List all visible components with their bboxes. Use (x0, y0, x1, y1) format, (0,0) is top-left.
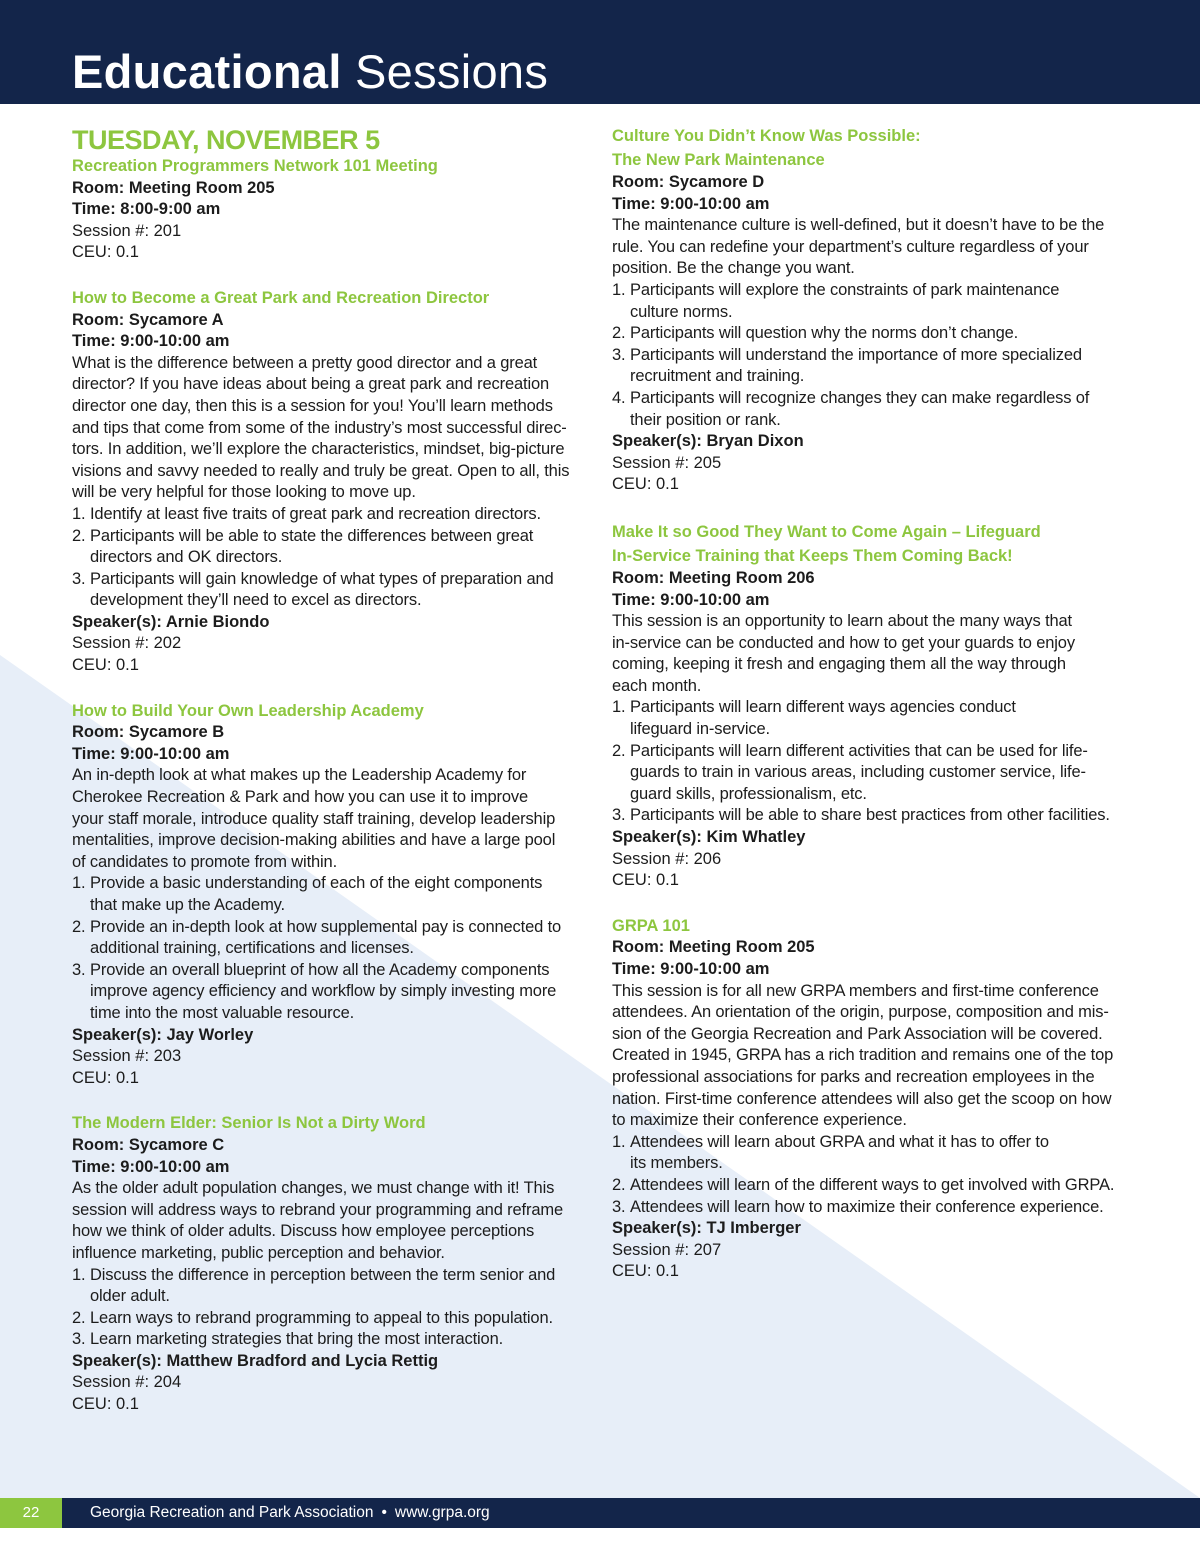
objective-item (612, 1175, 1137, 1197)
description-line: sion of the Georgia Recreation and Park Association will be covered. (612, 1024, 1103, 1043)
page-title-bold: Educational (72, 45, 342, 98)
objective-item (612, 805, 1137, 827)
footer-text (90, 1498, 490, 1528)
objective-number: 2. (612, 741, 626, 760)
session-block (72, 1113, 592, 1415)
session-number: Session #: 203 (72, 1047, 182, 1066)
session-speaker: Speaker(s): Kim Whatley (612, 828, 806, 847)
objective-text-line: Learn ways to rebrand programming to appeal to this population. (90, 1308, 553, 1327)
session-speaker: Speaker(s): Jay Worley (72, 1025, 254, 1044)
objective-text-line: additional training, certifications and licenses. (90, 939, 414, 958)
description-line: mentalities, improve decision-making abilities and have a large pool (72, 831, 556, 850)
objective-number: 4. (612, 388, 626, 407)
objective-text-line: Participants will recognize changes they can make regardless of (630, 388, 1090, 407)
description-line: coming, keeping it fresh and engaging them all the way through (612, 655, 1066, 674)
objective-text-line: guards to train in various areas, including customer service, life- (630, 763, 1086, 782)
objective-text-line: improve agency efficiency and workflow by simply investing more (90, 982, 557, 1001)
session-title (612, 916, 1137, 938)
objective-number: 2. (72, 526, 86, 545)
objective-number: 3. (72, 569, 86, 588)
description-line: how we think of older adults. Discuss how employee perceptions (72, 1222, 535, 1241)
session-title (612, 124, 1137, 172)
objective-text-line: culture norms. (630, 302, 733, 321)
session-ceu: CEU: 0.1 (612, 1262, 679, 1281)
objective-text-line: recruitment and training. (630, 367, 805, 386)
description-line: rule. You can redefine your department’s culture regardless of your (612, 237, 1089, 256)
objectives-list (612, 697, 1137, 827)
objective-number: 3. (612, 806, 626, 825)
session-description (612, 611, 1137, 697)
session-speaker: Speaker(s): TJ Imberger (612, 1219, 801, 1238)
description-line: Created in 1945, GRPA has a rich tradition and remains one of the top (612, 1046, 1114, 1065)
objective-number: 2. (612, 1175, 626, 1194)
session-block (72, 156, 592, 264)
session-speaker: Speaker(s): Bryan Dixon (612, 432, 804, 451)
objective-text-line: Attendees will learn how to maximize their conference experience. (630, 1197, 1104, 1216)
session-number: Session #: 206 (612, 849, 722, 868)
session-room: Room: Sycamore C (72, 1135, 225, 1154)
objective-text-line: Participants will gain knowledge of what types of preparation and (90, 569, 554, 588)
description-line: and tips that come from some of the industry’s most successful direc- (72, 418, 567, 437)
description-line: professional associations for parks and recreation employees in the (612, 1067, 1095, 1086)
session-room: Room: Sycamore A (72, 310, 224, 329)
objectives-list (612, 280, 1137, 431)
description-line: director? If you have ideas about being a great park and recreation (72, 375, 550, 394)
objective-text-line: Participants will be able to share best practices from other facilities. (630, 806, 1110, 825)
description-line: your staff morale, introduce quality staff training, develop leadership (72, 809, 556, 828)
session-time: Time: 8:00-9:00 am (72, 200, 221, 219)
page-number: 22 (0, 1498, 62, 1528)
objective-item (72, 873, 592, 916)
session-title-line: The New Park Maintenance (612, 151, 825, 169)
objective-text-line: Participants will learn different activities that can be used for life- (630, 741, 1088, 760)
objective-number: 2. (72, 1308, 86, 1327)
objective-text-line: directors and OK directors. (90, 548, 283, 567)
session-ceu: CEU: 0.1 (72, 243, 139, 262)
objective-text-line: Provide a basic understanding of each of the eight components (90, 874, 543, 893)
objective-item (72, 1265, 592, 1308)
objective-number: 1. (612, 280, 626, 299)
description-line: of candidates to promote from within. (72, 852, 338, 871)
footer-separator: • (381, 1504, 387, 1521)
session-time: Time: 9:00-10:00 am (72, 1157, 230, 1176)
objective-text-line: Provide an overall blueprint of how all the Academy components (90, 960, 550, 979)
session-title-line: The Modern Elder: Senior Is Not a Dirty Word (72, 1114, 426, 1133)
description-line: visions and savvy needed to really and truly be great. Open to all, this (72, 461, 570, 480)
description-line: attendees. An orientation of the origin, purpose, composition and mis- (612, 1003, 1109, 1022)
session-ceu: CEU: 0.1 (72, 1068, 139, 1087)
description-line: This session is an opportunity to learn about the many ways that (612, 612, 1072, 631)
session-number: Session #: 202 (72, 634, 182, 653)
objective-item (72, 569, 592, 612)
page-header (0, 0, 1200, 104)
objective-item (612, 323, 1137, 345)
objective-text-line: Attendees will learn about GRPA and what it has to offer to (630, 1132, 1049, 1151)
objective-item (72, 917, 592, 960)
description-line: Cherokee Recreation & Park and how you can use it to improve (72, 788, 528, 807)
objectives-list (72, 873, 592, 1024)
objective-item (72, 526, 592, 569)
session-number: Session #: 201 (72, 221, 182, 240)
day-heading: TUESDAY, NOVEMBER 5 (72, 125, 380, 155)
objective-text-line: their position or rank. (630, 410, 781, 429)
description-line: session will address ways to rebrand your programming and reframe (72, 1200, 563, 1219)
objectives-list (612, 1132, 1137, 1218)
objectives-list (72, 504, 592, 612)
description-line: As the older adult population changes, we must change with it! This (72, 1179, 555, 1198)
objective-text-line: that make up the Academy. (90, 896, 285, 914)
objective-number: 1. (72, 874, 86, 893)
footer-url[interactable]: www.grpa.org (394, 1504, 490, 1521)
session-title-line: GRPA 101 (612, 916, 690, 935)
session-title (612, 520, 1137, 568)
objective-number: 3. (72, 960, 86, 979)
description-line: nation. First-time conference attendees will also get the scoop on how (612, 1089, 1112, 1108)
session-ceu: CEU: 0.1 (72, 656, 139, 675)
session-description (612, 981, 1137, 1132)
description-line: position. Be the change you want. (612, 259, 855, 278)
page-title (72, 44, 548, 100)
session-time: Time: 9:00-10:00 am (612, 960, 770, 978)
objective-text-line: guard skills, professionalism, etc. (630, 784, 867, 803)
objective-item (72, 1329, 592, 1351)
footer-organization: Georgia Recreation and Park Association (90, 1504, 374, 1521)
objective-text-line: development they’ll need to excel as directors. (90, 591, 422, 610)
session-room: Room: Meeting Room 205 (72, 178, 275, 197)
left-column (72, 124, 592, 1440)
description-line: in-service can be conducted and how to get your guards to enjoy (612, 633, 1075, 652)
objective-item (612, 1132, 1137, 1175)
session-title (72, 1113, 592, 1135)
objective-text-line: Learn marketing strategies that bring the most interaction. (90, 1330, 504, 1349)
objective-number: 1. (612, 1132, 626, 1151)
objective-text-line: Provide an in-depth look at how supplemental pay is connected to (90, 917, 562, 936)
description-line: An in-depth look at what makes up the Leadership Academy for (72, 766, 527, 785)
description-line: This session is for all new GRPA members and first-time conference (612, 981, 1099, 1000)
session-speaker: Speaker(s): Matthew Bradford and Lycia Rettig (72, 1351, 439, 1370)
objective-text-line: Participants will learn different ways agencies conduct (630, 698, 1016, 717)
page-footer (0, 1498, 1200, 1528)
session-block (612, 916, 1137, 1283)
session-title (72, 288, 592, 310)
description-line: each month. (612, 676, 702, 695)
objective-text-line: older adult. (90, 1287, 170, 1306)
description-line: director one day, then this is a session for you! You’ll learn methods (72, 396, 553, 415)
objective-number: 2. (612, 324, 626, 343)
objective-item (612, 1197, 1137, 1219)
objective-text-line: Participants will understand the importance of more specialized (630, 345, 1082, 364)
session-room: Room: Sycamore D (612, 173, 765, 191)
objective-item (612, 388, 1137, 431)
description-line: will be very helpful for those looking to move up. (72, 483, 416, 502)
objective-item (612, 697, 1137, 740)
objective-number: 3. (612, 345, 626, 364)
right-column (612, 124, 1137, 1307)
objective-text-line: time into the most valuable resource. (90, 1003, 355, 1022)
objective-item (72, 504, 592, 526)
session-title-line: How to Become a Great Park and Recreation Director (72, 288, 490, 307)
description-line: tors. In addition, we’ll explore the characteristics, mindset, big-picture (72, 440, 565, 459)
description-line: The maintenance culture is well-defined, but it doesn’t have to be the (612, 216, 1105, 235)
session-number: Session #: 207 (612, 1240, 722, 1259)
session-title-line: In-Service Training that Keeps Them Coming Back! (612, 546, 1013, 565)
objective-number: 1. (72, 504, 86, 523)
session-description (72, 353, 592, 504)
objective-item (72, 1308, 592, 1330)
objective-item (72, 960, 592, 1025)
description-line: influence marketing, public perception and behavior. (72, 1243, 445, 1262)
objective-text-line: Participants will question why the norms don’t change. (630, 324, 1019, 343)
description-line: to maximize their conference experience. (612, 1111, 907, 1130)
objective-text-line: Participants will be able to state the differences between great (90, 526, 534, 545)
objective-number: 1. (72, 1265, 86, 1284)
description-line: What is the difference between a pretty good director and a great (72, 353, 538, 372)
page-title-regular: Sessions (355, 45, 549, 98)
session-ceu: CEU: 0.1 (612, 871, 679, 890)
objectives-list (72, 1265, 592, 1351)
session-time: Time: 9:00-10:00 am (72, 744, 230, 763)
session-number: Session #: 204 (72, 1373, 182, 1392)
objective-text-line: Participants will explore the constraints of park maintenance (630, 280, 1060, 299)
session-title-line: How to Build Your Own Leadership Academy (72, 701, 424, 720)
objective-number: 3. (72, 1330, 86, 1349)
session-title (72, 701, 592, 723)
objective-number: 2. (72, 917, 86, 936)
objective-item (612, 345, 1137, 388)
session-description (612, 215, 1137, 280)
session-description (72, 1178, 592, 1264)
session-block (72, 701, 592, 1090)
objective-text-line: its members. (630, 1154, 723, 1173)
session-title (72, 156, 592, 178)
session-room: Room: Meeting Room 205 (612, 938, 815, 957)
objective-text-line: Discuss the difference in perception between the term senior and (90, 1265, 556, 1284)
session-time: Time: 9:00-10:00 am (72, 332, 230, 351)
session-number: Session #: 205 (612, 453, 722, 472)
session-block (72, 288, 592, 677)
objective-text-line: lifeguard in-service. (630, 720, 770, 739)
session-title-line: Culture You Didn’t Know Was Possible: (612, 127, 921, 145)
session-ceu: CEU: 0.1 (612, 475, 679, 494)
session-block (612, 124, 1137, 496)
session-description (72, 765, 592, 873)
objective-number: 3. (612, 1197, 626, 1216)
session-room: Room: Sycamore B (72, 723, 225, 742)
session-speaker: Speaker(s): Arnie Biondo (72, 612, 270, 631)
objective-item (612, 280, 1137, 323)
session-ceu: CEU: 0.1 (72, 1395, 139, 1414)
session-block (612, 520, 1137, 892)
objective-text-line: Attendees will learn of the different ways to get involved with GRPA. (630, 1175, 1115, 1194)
objective-item (612, 741, 1137, 806)
session-time: Time: 9:00-10:00 am (612, 194, 770, 213)
session-room: Room: Meeting Room 206 (612, 568, 815, 587)
session-time: Time: 9:00-10:00 am (612, 590, 770, 609)
objective-number: 1. (612, 698, 626, 717)
session-title-line: Recreation Programmers Network 101 Meeting (72, 157, 438, 175)
session-title-line: Make It so Good They Want to Come Again – Lifeguard (612, 522, 1041, 541)
objective-text-line: Identify at least five traits of great park and recreation directors. (90, 504, 541, 523)
